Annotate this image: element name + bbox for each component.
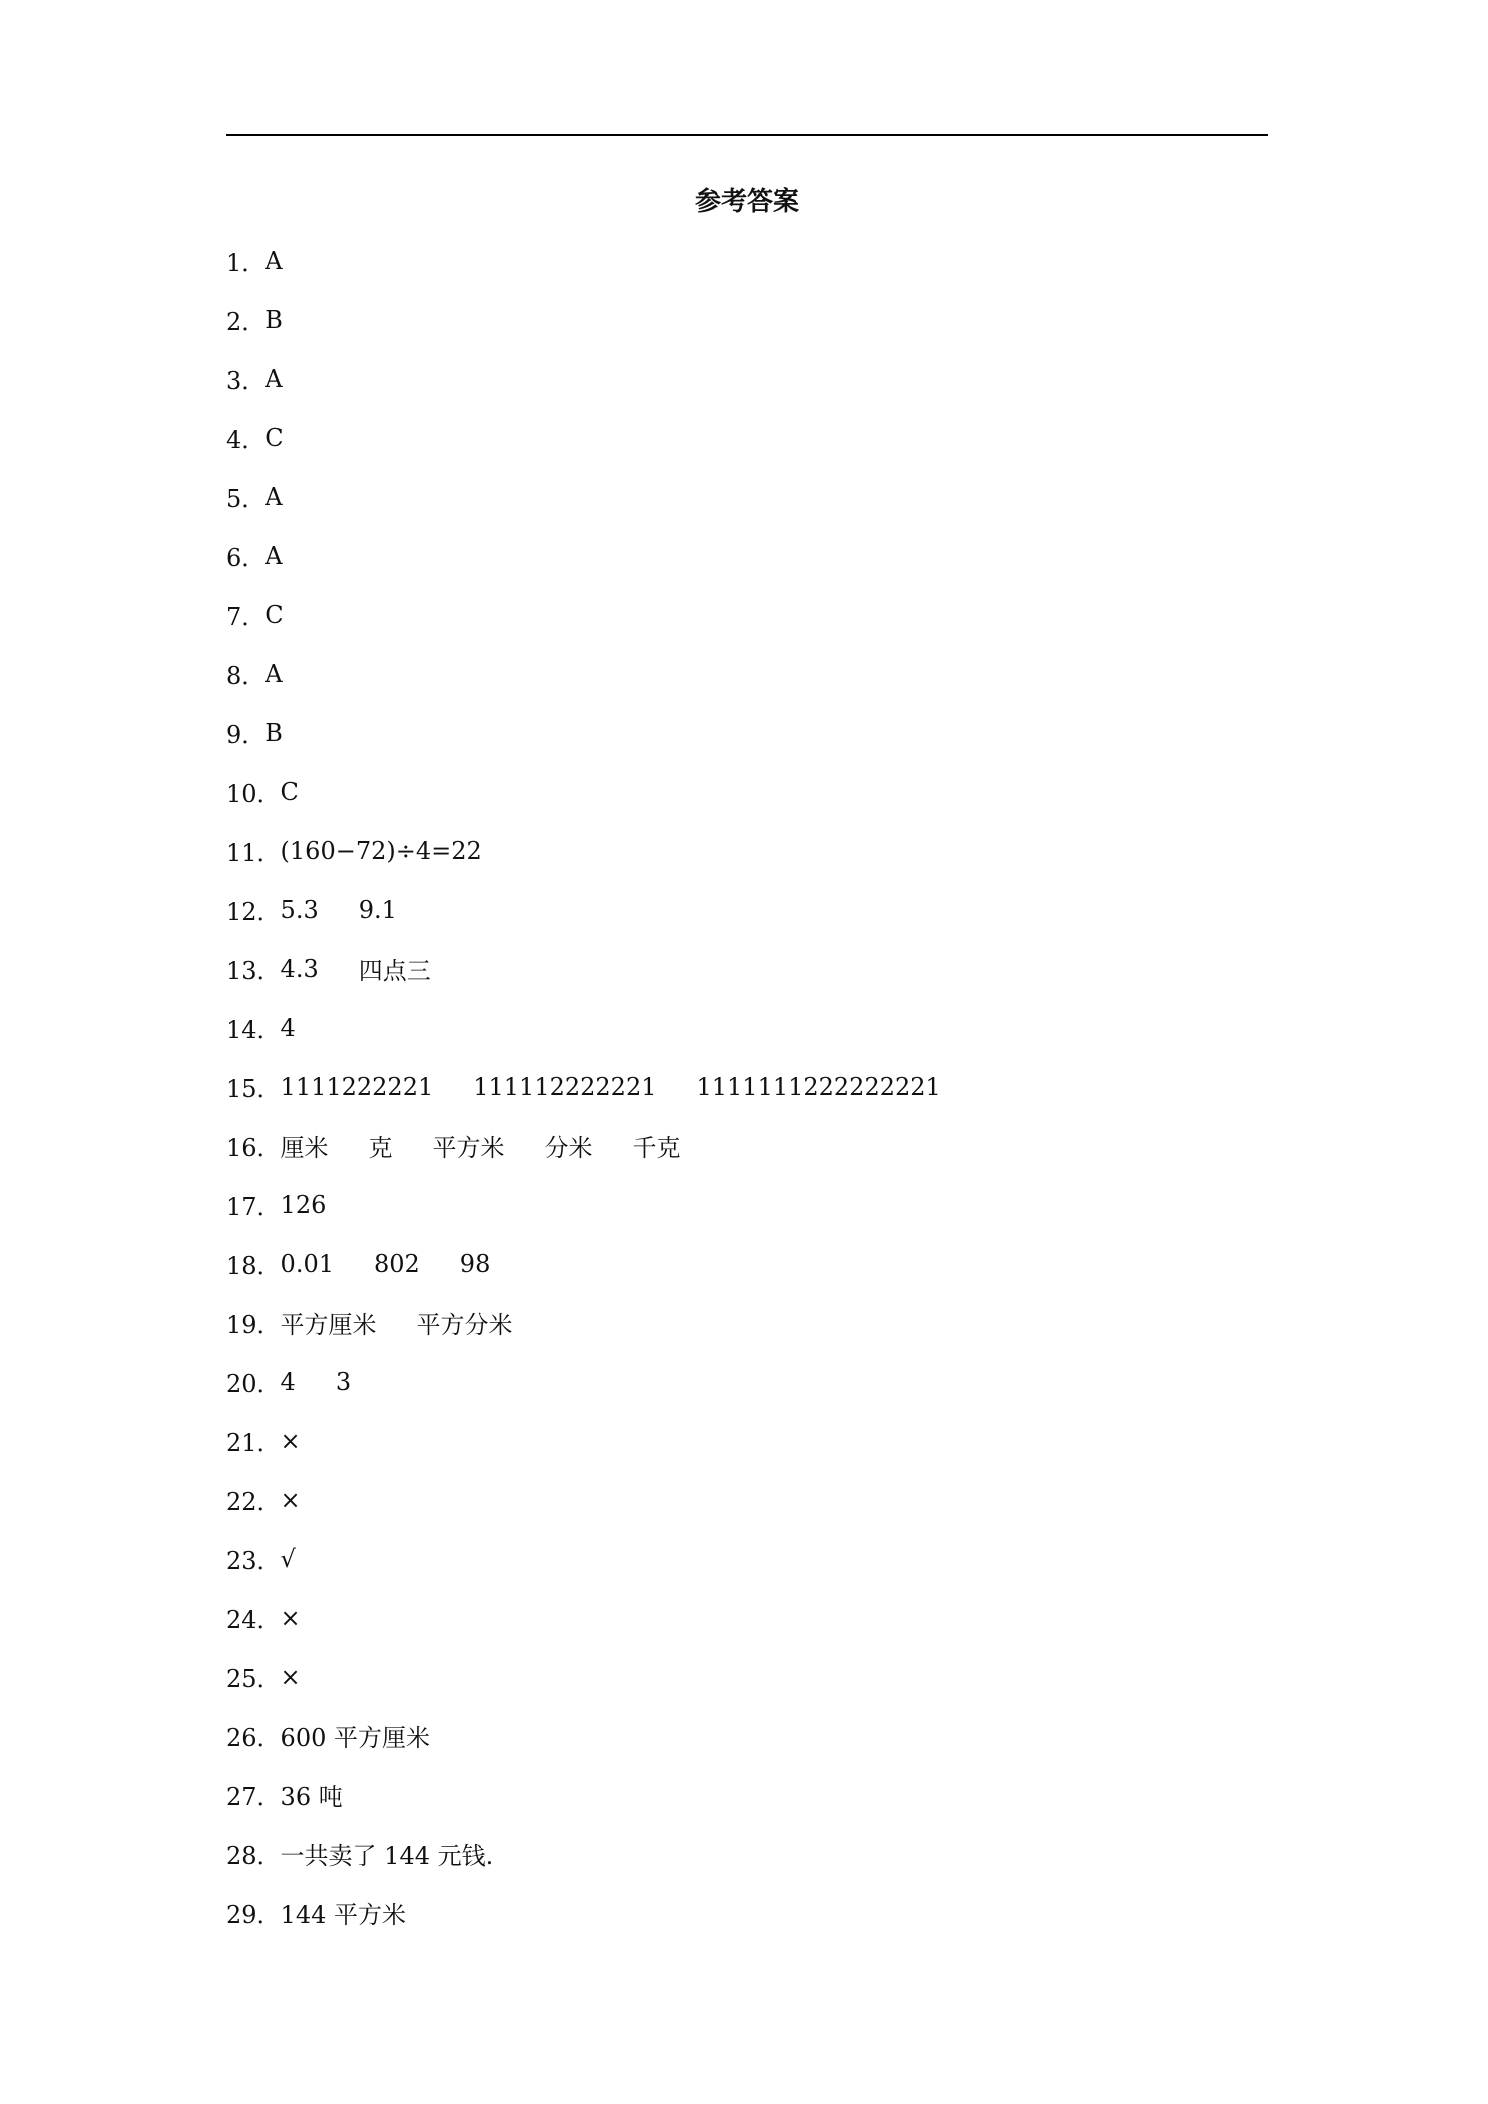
page-title: 参考答案 bbox=[694, 187, 799, 217]
answer-number: 23． bbox=[226, 1547, 281, 1575]
answer-text: 98 bbox=[459, 1249, 491, 1278]
answer-text: A bbox=[265, 659, 283, 688]
answer-row bbox=[226, 1352, 1226, 1411]
answer-row bbox=[226, 231, 1226, 290]
answer-text: A bbox=[265, 541, 283, 570]
answer-number: 12． bbox=[226, 898, 281, 926]
answer-row bbox=[226, 1234, 1226, 1293]
answer-text: 3 bbox=[335, 1367, 352, 1396]
answer-number: 22． bbox=[226, 1488, 281, 1516]
answer-text: 126 bbox=[280, 1190, 327, 1219]
answer-row bbox=[226, 1588, 1226, 1647]
answer-text: × bbox=[280, 1603, 301, 1632]
answer-row bbox=[226, 762, 1226, 821]
answer-row bbox=[226, 349, 1226, 408]
answer-text: 克 bbox=[368, 1134, 393, 1162]
answer-number: 6． bbox=[226, 544, 266, 572]
answer-number: 17． bbox=[226, 1193, 281, 1221]
answer-row bbox=[226, 1293, 1226, 1352]
answer-row bbox=[226, 703, 1226, 762]
answer-number: 15． bbox=[226, 1075, 281, 1103]
answer-row bbox=[226, 526, 1226, 585]
answer-number: 3． bbox=[226, 367, 266, 395]
answer-text: A bbox=[265, 246, 283, 275]
answer-text: 千克 bbox=[632, 1134, 681, 1162]
answer-text: 分米 bbox=[544, 1134, 593, 1162]
answer-text: 600 平方厘米 bbox=[280, 1724, 430, 1752]
answer-text: A bbox=[265, 482, 283, 511]
answer-row bbox=[226, 1175, 1226, 1234]
answer-text: (160−72)÷4=22 bbox=[280, 836, 482, 865]
answer-number: 18． bbox=[226, 1252, 281, 1280]
answer-number: 7． bbox=[226, 603, 266, 631]
answer-row bbox=[226, 880, 1226, 939]
answer-number: 28． bbox=[226, 1842, 281, 1870]
answer-number: 21． bbox=[226, 1429, 281, 1457]
answer-number: 29． bbox=[226, 1901, 281, 1929]
answer-row bbox=[226, 408, 1226, 467]
answer-text: C bbox=[280, 777, 299, 806]
answer-number: 5． bbox=[226, 485, 266, 513]
answer-text: 4.3 bbox=[280, 954, 319, 983]
answer-text: 0.01 bbox=[280, 1249, 334, 1278]
answer-row bbox=[226, 467, 1226, 526]
answer-text: 144 平方米 bbox=[280, 1901, 406, 1929]
answer-row bbox=[226, 1706, 1226, 1765]
answer-number: 11． bbox=[226, 839, 281, 867]
answer-list bbox=[226, 231, 1226, 1942]
answer-row bbox=[226, 821, 1226, 880]
answer-row bbox=[226, 1529, 1226, 1588]
answer-number: 16． bbox=[226, 1134, 281, 1162]
answer-text: C bbox=[265, 423, 284, 452]
answer-text: 802 bbox=[373, 1249, 420, 1278]
answer-text: × bbox=[280, 1485, 301, 1514]
header-rule bbox=[226, 134, 1268, 136]
answer-text: C bbox=[265, 600, 284, 629]
answer-number: 14． bbox=[226, 1016, 281, 1044]
answer-text: 4 bbox=[280, 1367, 296, 1396]
answer-number: 25． bbox=[226, 1665, 281, 1693]
answer-row bbox=[226, 1470, 1226, 1529]
answer-text: 1111111222222221 bbox=[696, 1072, 941, 1101]
answer-text: 一共卖了 144 元钱. bbox=[280, 1842, 494, 1870]
answer-row bbox=[226, 1116, 1226, 1175]
answer-number: 1． bbox=[226, 249, 266, 277]
answer-text: B bbox=[265, 718, 283, 747]
answer-number: 19． bbox=[226, 1311, 281, 1339]
answer-text: × bbox=[280, 1426, 301, 1455]
answer-row bbox=[226, 644, 1226, 703]
answer-number: 2． bbox=[226, 308, 266, 336]
answer-text: 四点三 bbox=[358, 957, 431, 985]
answer-number: 27． bbox=[226, 1783, 281, 1811]
answer-number: 26． bbox=[226, 1724, 281, 1752]
answer-text: B bbox=[265, 305, 283, 334]
answer-text: 36 吨 bbox=[280, 1783, 343, 1811]
answer-text: 5.3 bbox=[280, 895, 319, 924]
answer-text: 平方米 bbox=[432, 1134, 505, 1162]
answer-row bbox=[226, 1765, 1226, 1824]
answer-text: 111112222221 bbox=[473, 1072, 657, 1101]
answer-text: 4 bbox=[280, 1013, 296, 1042]
answer-row bbox=[226, 1883, 1226, 1942]
answer-row bbox=[226, 1411, 1226, 1470]
answer-number: 10． bbox=[226, 780, 281, 808]
answer-number: 13． bbox=[226, 957, 281, 985]
answer-number: 24． bbox=[226, 1606, 281, 1634]
answer-row bbox=[226, 1647, 1226, 1706]
answer-row bbox=[226, 290, 1226, 349]
answer-number: 20． bbox=[226, 1370, 281, 1398]
answer-row bbox=[226, 998, 1226, 1057]
answer-text: 1111222221 bbox=[280, 1072, 434, 1101]
answer-row bbox=[226, 1057, 1226, 1116]
answer-number: 9． bbox=[226, 721, 266, 749]
answer-text: 厘米 bbox=[280, 1134, 329, 1162]
answer-row bbox=[226, 939, 1226, 998]
answer-text: × bbox=[280, 1662, 301, 1691]
answer-number: 4． bbox=[226, 426, 266, 454]
answer-number: 8． bbox=[226, 662, 266, 690]
answer-text: √ bbox=[280, 1544, 296, 1573]
answer-text: 平方厘米 bbox=[280, 1311, 377, 1339]
answer-row bbox=[226, 1824, 1226, 1883]
answer-text: 9.1 bbox=[358, 895, 397, 924]
answer-text: A bbox=[265, 364, 283, 393]
answer-text: 平方分米 bbox=[416, 1311, 513, 1339]
answer-row bbox=[226, 585, 1226, 644]
